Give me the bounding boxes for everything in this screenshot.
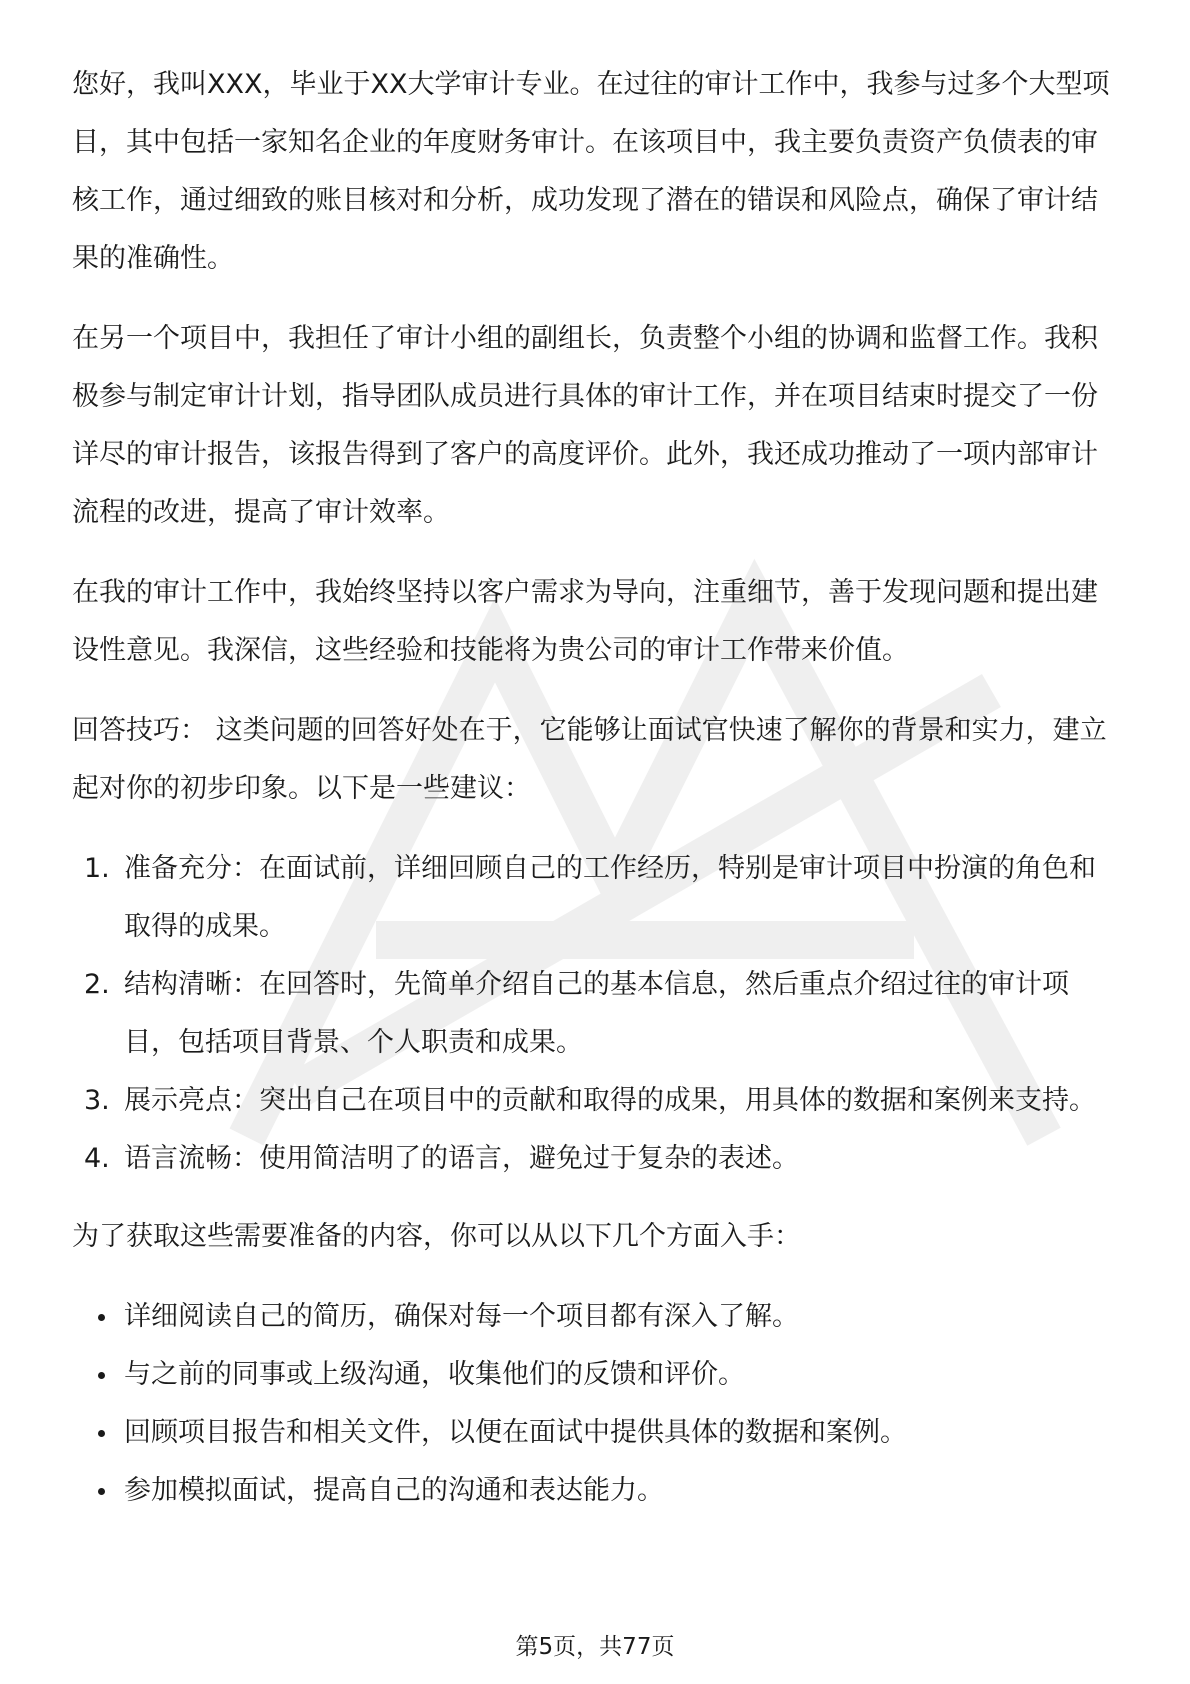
list-item-text: 结构清晰：在回答时，先简单介绍自己的基本信息，然后重点介绍过往的审计项目，包括项目背景、个人职责和成果。 [124, 969, 1069, 1058]
list-number: 3. [84, 1085, 110, 1116]
list-item-text: 回顾项目报告和相关文件，以便在面试中提供具体的数据和案例。 [124, 1417, 907, 1448]
list-item [72, 1288, 1122, 1346]
page-footer: 第5页，共77页 [515, 1634, 675, 1660]
list-item [72, 1404, 1122, 1462]
list-item-text: 参加模拟面试，提高自己的沟通和表达能力。 [124, 1475, 664, 1506]
list-number: 4. [84, 1143, 110, 1174]
list-item-text: 与之前的同事或上级沟通，收集他们的反馈和评价。 [124, 1359, 745, 1390]
list-item-text: 详细阅读自己的简历，确保对每一个项目都有深入了解。 [124, 1301, 799, 1332]
bullet-icon [98, 1372, 105, 1379]
list-item [72, 1130, 1122, 1188]
paragraph-project: 在另一个项目中，我担任了审计小组的副组长，负责整个小组的协调和监督工作。我积极参与制定审计计划，指导团队成员进行具体的审计工作，并在项目结束时提交了一份详尽的审计报告，该报告得到了客户的高度评价。此外，我还成功推动了一项内部审计流程的改进，提高了审计效率。 [72, 323, 1098, 528]
paragraph-attitude: 在我的审计工作中，我始终坚持以客户需求为导向，注重细节，善于发现问题和提出建设性意见。我深信，这些经验和技能将为贵公司的审计工作带来价值。 [72, 577, 1098, 666]
bullet-list [72, 1288, 1122, 1520]
list-item [72, 1346, 1122, 1404]
document-body [72, 56, 1122, 1520]
list-item-text: 语言流畅：使用简洁明了的语言，避免过于复杂的表述。 [124, 1143, 799, 1174]
list-item-text: 准备充分：在面试前，详细回顾自己的工作经历，特别是审计项目中扮演的角色和取得的成果。 [124, 853, 1096, 942]
list-item [72, 1462, 1122, 1520]
tips-list [72, 840, 1122, 1188]
paragraph-tips-intro: 回答技巧： 这类问题的回答好处在于，它能够让面试官快速了解你的背景和实力，建立起对你的初步印象。以下是一些建议： [72, 715, 1107, 804]
list-number: 1. [84, 853, 110, 884]
bullet-icon [98, 1488, 105, 1495]
paragraph-intro: 您好，我叫XXX，毕业于XX大学审计专业。在过往的审计工作中，我参与过多个大型项目，其中包括一家知名企业的年度财务审计。在该项目中，我主要负责资产负债表的审核工作，通过细致的账目核对和分析，成功发现了潜在的错误和风险点，确保了审计结果的准确性。 [72, 69, 1110, 274]
list-item [72, 956, 1122, 1072]
bullet-icon [98, 1430, 105, 1437]
list-item [72, 1072, 1122, 1130]
bullet-icon [98, 1314, 105, 1321]
list-item [72, 840, 1122, 956]
list-number: 2. [84, 969, 110, 1000]
list-item-text: 展示亮点：突出自己在项目中的贡献和取得的成果，用具体的数据和案例来支持。 [124, 1085, 1096, 1116]
paragraph-prep-intro: 为了获取这些需要准备的内容，你可以从以下几个方面入手： [72, 1221, 801, 1252]
